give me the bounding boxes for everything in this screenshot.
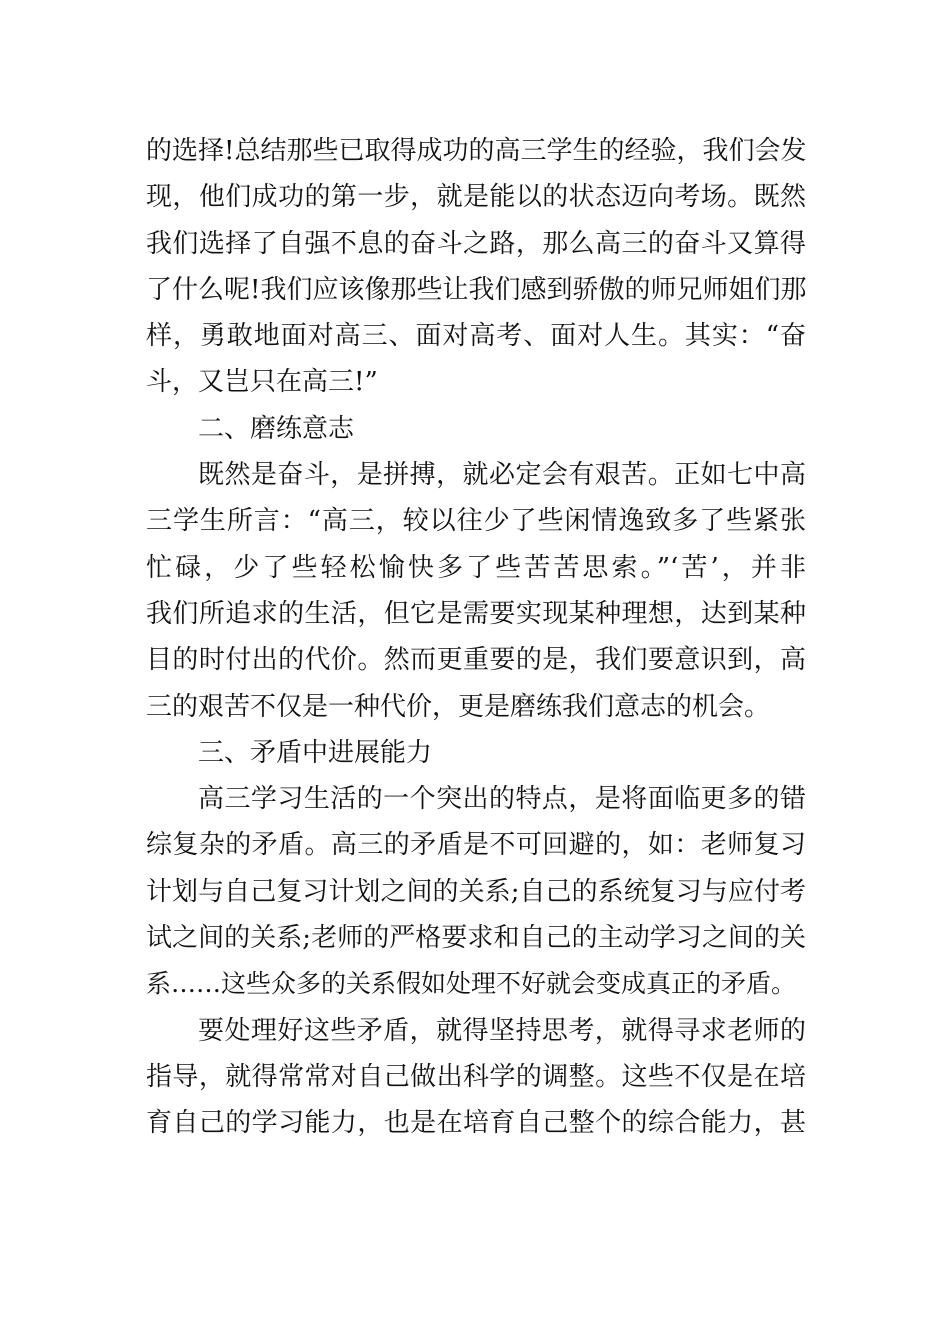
- text-line: 综复杂的矛盾。高三的矛盾是不可回避的，如：老师复习: [146, 830, 806, 861]
- text-line: 要处理好这些矛盾，就得坚持思考，就得寻求老师的: [198, 1015, 806, 1046]
- text-line: 高三学习生活的一个突出的特点，是将面临更多的错: [198, 784, 806, 815]
- text-line: 系……这些众多的关系假如处理不好就会变成真正的矛盾。: [146, 969, 797, 999]
- document-body: [146, 128, 806, 1147]
- text-line: 计划与自己复习计划之间的关系;自己的系统复习与应付考: [146, 876, 806, 907]
- text-line: 二、磨练意志: [198, 413, 355, 444]
- text-line: 了什么呢!我们应该像那些让我们感到骄傲的师兄师姐们那: [146, 274, 807, 305]
- text-line: 三学生所言：“高三，较以往少了些闲情逸致多了些紧张: [146, 506, 806, 537]
- text-line: 斗，又岂只在高三!”: [146, 367, 378, 398]
- text-line: 忙碌，少了些轻松愉快多了些苦苦思索。”‘苦’，并非: [146, 552, 806, 583]
- text-line: 样，勇敢地面对高三、面对高考、面对人生。其实：“奋: [146, 321, 806, 352]
- text-line: 目的时付出的代价。然而更重要的是，我们要意识到，高: [146, 645, 806, 676]
- text-line: 我们选择了自强不息的奋斗之路，那么高三的奋斗又算得: [146, 228, 806, 259]
- text-line: 现，他们成功的第一步，就是能以的状态迈向考场。既然: [146, 182, 806, 213]
- text-line: 指导，就得常常对自己做出科学的调整。这些不仅是在培: [146, 1061, 806, 1092]
- text-line: 试之间的关系;老师的严格要求和自己的主动学习之间的关: [146, 923, 806, 954]
- text-line: 我们所追求的生活，但它是需要实现某种理想，达到某种: [146, 598, 806, 629]
- text-line: 的选择!总结那些已取得成功的高三学生的经验，我们会发: [146, 136, 807, 166]
- text-line: 育自己的学习能力，也是在培育自己整个的综合能力，甚: [146, 1108, 806, 1139]
- text-line: 三、矛盾中进展能力: [198, 737, 433, 768]
- text-line: 三的艰苦不仅是一种代价，更是磨练我们意志的机会。: [146, 691, 771, 722]
- text-line: 既然是奋斗，是拼搏，就必定会有艰苦。正如七中高: [198, 460, 806, 491]
